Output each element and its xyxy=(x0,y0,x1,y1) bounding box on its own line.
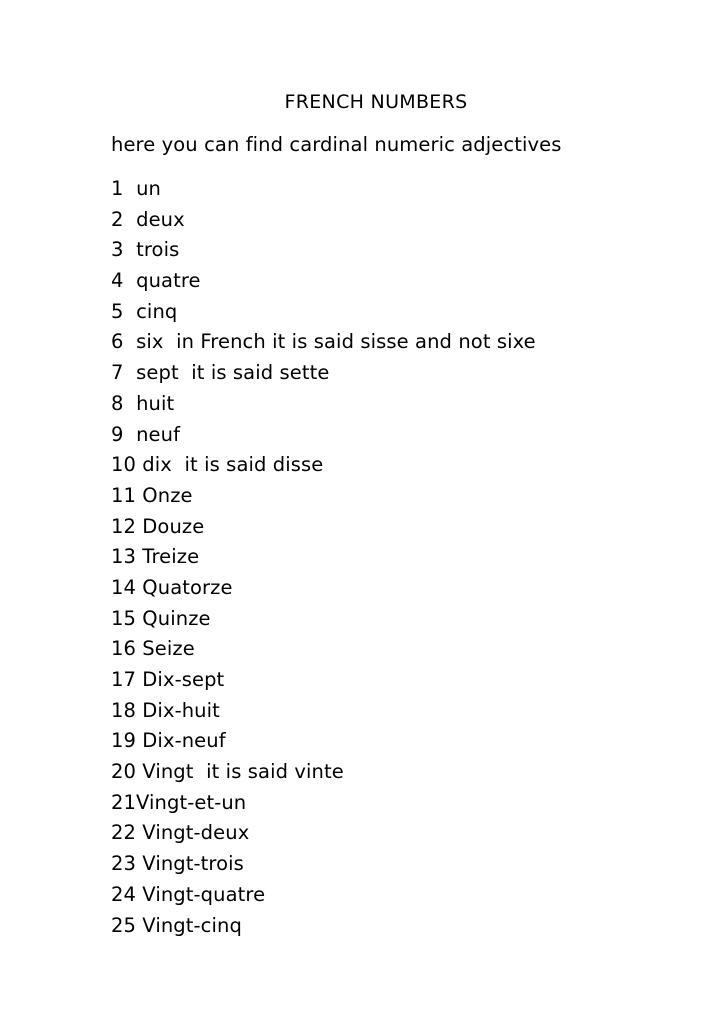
number-list xyxy=(111,174,536,941)
list-item: 25 Vingt-cinq xyxy=(111,913,242,937)
list-item: 9 neuf xyxy=(111,422,181,446)
list-item: 6 six in French it is said sisse and not sixe xyxy=(111,330,536,354)
list-item: 22 Vingt-deux xyxy=(111,821,250,845)
list-item: 4 quatre xyxy=(111,269,201,293)
list-item: 19 Dix-neuf xyxy=(111,729,226,753)
list-item: 1 un xyxy=(111,177,162,200)
list-item: 18 Dix-huit xyxy=(111,698,220,722)
list-item: 24 Vingt-quatre xyxy=(111,882,266,906)
list-item: 3 trois xyxy=(111,238,180,262)
list-item: 16 Seize xyxy=(111,637,195,661)
list-item: 21Vingt-et-un xyxy=(111,790,247,814)
list-item: 17 Dix-sept xyxy=(111,668,225,691)
list-item: 7 sept it is said sette xyxy=(111,361,330,385)
list-item: 11 Onze xyxy=(111,483,193,507)
list-item: 23 Vingt-trois xyxy=(111,852,244,876)
page-title: FRENCH NUMBERS xyxy=(284,91,468,113)
list-item: 20 Vingt it is said vinte xyxy=(111,760,344,784)
list-item: 2 deux xyxy=(111,207,185,231)
list-item: 13 Treize xyxy=(111,545,200,569)
list-item: 14 Quatorze xyxy=(111,575,233,599)
list-item: 15 Quinze xyxy=(111,606,211,630)
list-item: 8 huit xyxy=(111,391,175,415)
page-subtitle: here you can find cardinal numeric adjectives xyxy=(111,133,562,156)
list-item: 10 dix it is said disse xyxy=(111,453,324,477)
list-item: 5 cinq xyxy=(111,299,178,323)
list-item: 12 Douze xyxy=(111,514,205,538)
